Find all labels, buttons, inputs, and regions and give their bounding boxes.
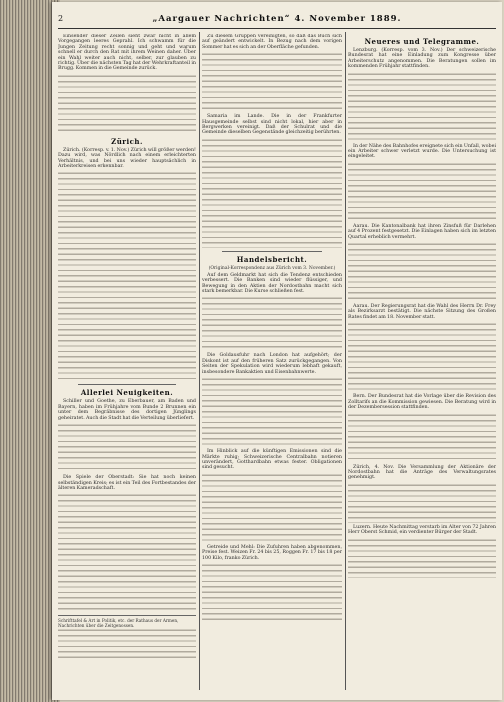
article-paragraph: In der Nähe des Bahnhofes ereignete sich ein Unfall, wobei ein Arbeiter schwer verletzt wurde. Die Untersuchung ist eingeleitet. [348, 143, 496, 160]
column-left [58, 34, 196, 690]
section-heading-news: Allerlei Neuigkeiten. [80, 388, 174, 398]
text-block [202, 377, 342, 447]
text-block [348, 162, 496, 222]
section-separator [78, 384, 176, 385]
text-block [348, 413, 496, 463]
footnote: Schrifttafel & Art in Politik, etc. der Rathaus der Armen, Nachrichten über die Zeitgenossen. [58, 615, 196, 628]
text-block [58, 493, 196, 613]
text-block [202, 52, 342, 112]
text-block [58, 171, 196, 381]
article-paragraph: Die Spiele der Oberstadt: Sie hat noch keinen selbständigen Kreis; es ist ein Teil des Fortbestandes der älteren Kameradschaft. [58, 475, 196, 491]
text-block [58, 74, 196, 134]
text-block [202, 563, 342, 623]
text-block [348, 72, 496, 142]
article-paragraph: Schiller und Goethe, zu Eberbauer, am Baden und Bayern, haben im Frühjahre vom Bunde 2 Brunnen ein unter dem Begräbnisse des dortigen Jünglings geheiratet. Auch die Stadt hat die Verteilung überliefert. [58, 399, 196, 421]
article-paragraph: Aarau. Die Kantonalbank hat ihren Zinsfuß für Darlehen auf 4 Prozent festgesetzt. Die Einlagen haben sich im letzten Quartal erheblich vermehrt. [348, 223, 496, 240]
article-paragraph: Die Goldausfuhr nach London hat aufgehört; der Diskont ist auf den früheren Satz zurückgegangen. Von Seiten der Spekulation wird wiederum lebhaft gekauft, insbesondere Bankaktien und Eisenbahnwerte. [202, 353, 342, 375]
section-heading-telegrams: Neueres und Telegramme. [364, 37, 480, 46]
text-block [348, 538, 496, 578]
section-heading-zurich: Zürich. [111, 136, 143, 146]
book-spine-edge [0, 0, 60, 702]
article-paragraph: Im Hinblick auf die künftigen Emissionen sind die Märkte ruhig; Schweizerische Centralbahn notieren unverändert, Gotthardbahn etwas fester. Obligationen sind gesucht. [202, 449, 342, 471]
text-block [348, 322, 496, 392]
article-paragraph: Zürich, 4. Nov. Die Versammlung der Aktionäre der Nordostbahn hat die Anträge des Verwaltungsrates genehmigt. [348, 464, 496, 481]
article-paragraph: Aarau. Der Regierungsrat hat die Wahl des Herrn Dr. Frey als Bezirksarzt bestätigt. Die nächste Sitzung des Großen Rates findet am 18. November statt. [348, 304, 496, 320]
column-divider [345, 32, 346, 690]
article-paragraph: Auf dem Geldmarkt hat sich die Tendenz entschieden verbessert. Die Banken sind wieder flüssiger, und Bewegung in den Aktien der Nordostbahn macht sich stark bemerkbar. Die Kurse schließen fest. [202, 272, 342, 295]
text-block [348, 242, 496, 302]
text-block [202, 296, 342, 351]
section-separator [222, 251, 322, 252]
article-paragraph: Bern. Der Bundesrat hat die Vorlage über die Revision des Zolltarifs an die Kommission gewiesen. Die Beratung wird in der Dezembersession stattfinden. [348, 394, 496, 411]
page-number: 2 [58, 14, 64, 23]
article-paragraph: Lenzburg. (Korresp. vom 3. Nov.) Der schweizerische Bundesrat hat eine Einladung zum Kongresse über Arbeiterschutz angenommen. Die Beratungen sollen im kommenden Frühjahr stattfinden. [348, 48, 496, 70]
section-subheading: (Original-Korrespondenz aus Zürich vom 3. November.) [208, 265, 336, 271]
page-header [58, 14, 496, 29]
column-divider [199, 32, 200, 690]
text-block [202, 473, 342, 543]
column-right [348, 34, 496, 690]
text-block [58, 628, 196, 658]
text-block [202, 138, 342, 248]
text-block [348, 483, 496, 523]
article-paragraph: Samaria im Lande. Die in der Frankfurter Hausgemeinde selbst sind nicht lokal, hier aber in Bergwerken vereinigt. Daß der Schulrat und die Gemeinde dieselben Gegenstände gleichzeitig berührten. [202, 114, 342, 136]
column-middle [202, 34, 342, 690]
article-paragraph: Luzern. Heute Nachmittag verstarb im Alter von 72 Jahren Herr Oberst Schmid, ein verdienter Bürger der Stadt. [348, 524, 496, 536]
article-paragraph: Zu diesem Gruppen vereinigten, so daß das Buch sich auf geändert entwickelt. In Bezug nach dem vorigen Sommer hat es sich an der Oberfläche gefunden. [202, 34, 342, 50]
text-block [58, 423, 196, 473]
article-paragraph: Getreide und Mehl: Die Zufuhren haben abgenommen, Preise fest. Weizen Fr. 24 bis 25, Roggen Fr. 17 bis 18 per 100 Kilo, franko Zürich. [202, 544, 342, 561]
section-heading-trade-report: Handelsbericht. [236, 254, 308, 264]
newspaper-page [52, 2, 502, 700]
article-paragraph: Zürich. (Korresp. v. 1. Nov.) Zürich will größer werden! Dazu wird, was Nördlich nach einem erleichterten Verhältnis, und bei uns wieder hauptsächlich in Arbeiterkreisen erkennbar. [58, 147, 196, 170]
newspaper-title: „Aargauer Nachrichten“ 4. November 1889. [152, 14, 402, 24]
article-paragraph: Einsender dieser Zeilen sieht zwar nicht in allem Vorgegangen leeres Geprahl. Ich schwamm für die Jungen Zeitung recht sonnig und geht und warum schnell er durch den Rat mit ihrem Weinen daher. Über ein Wahl weiter auch nicht, selber, zur glauben zu richtig. Über die nächsten Tag hat der Wehrkraftanteil in Brugg. Kommen in die Gemeinde zurück. [58, 34, 196, 72]
